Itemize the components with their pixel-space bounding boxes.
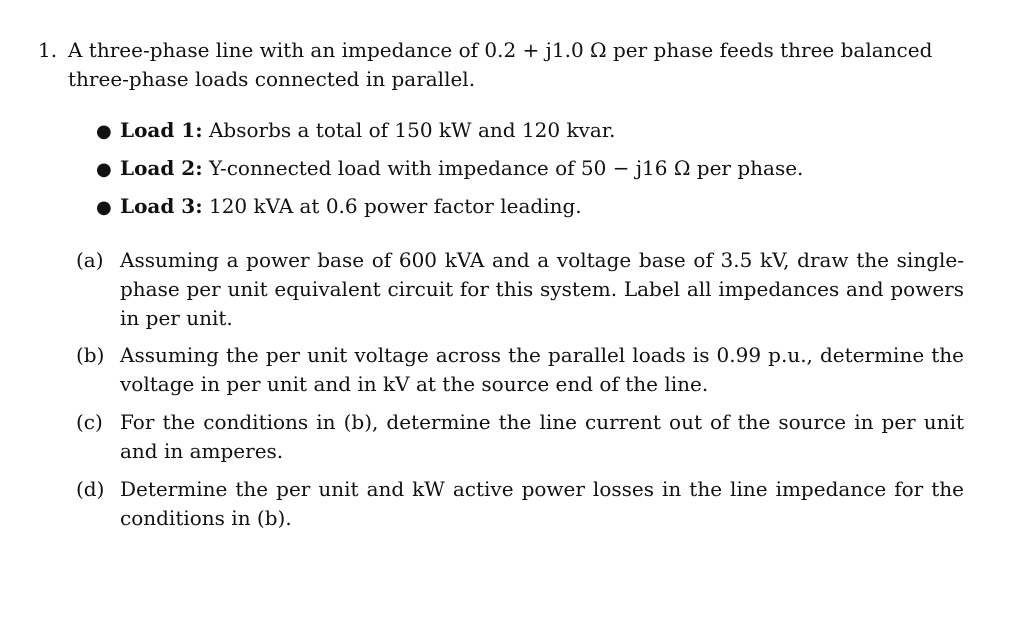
load-label: Load 3: xyxy=(120,194,203,218)
load-description: 120 kVA at 0.6 power factor leading. xyxy=(208,194,582,218)
part-tag: (b) xyxy=(76,343,105,367)
part-line: phase per unit equivalent circuit for this system. Label all impedances and powers xyxy=(120,277,964,301)
part-tag: (c) xyxy=(76,410,103,434)
part-tag: (d) xyxy=(76,477,105,501)
load-item xyxy=(96,113,803,151)
part-b xyxy=(76,341,964,399)
load-description: Y-connected load with impedance of 50 − j16 Ω per phase. xyxy=(208,156,804,180)
load-label: Load 1: xyxy=(120,118,203,142)
part-line: in per unit. xyxy=(120,306,233,330)
part-d xyxy=(76,475,964,533)
bullet-icon: ● xyxy=(96,197,112,218)
part-tag: (a) xyxy=(76,248,104,272)
problem-number: 1. xyxy=(38,38,58,62)
part-line: Assuming a power base of 600 kVA and a voltage base of 3.5 kV, draw the single- xyxy=(120,248,964,272)
problem-intro-text-1: A three-phase line with an impedance of 0.2 + j1.0 Ω per phase feeds three balanced xyxy=(68,38,933,62)
part-line: voltage in per unit and in kV at the source end of the line. xyxy=(120,372,709,396)
load-item xyxy=(96,151,803,189)
problem-intro-line-2: three-phase loads connected in parallel. xyxy=(68,67,476,91)
problem-intro-line-1 xyxy=(38,36,966,65)
bullet-icon: ● xyxy=(96,159,112,180)
load-list xyxy=(96,113,803,227)
part-line: For the conditions in (b), determine the line current out of the source in per unit xyxy=(120,410,964,434)
part-a xyxy=(76,246,964,333)
part-line: conditions in (b). xyxy=(120,506,292,530)
problem-statement xyxy=(38,36,966,94)
part-line: and in amperes. xyxy=(120,439,284,463)
load-item xyxy=(96,189,803,227)
part-c xyxy=(76,408,964,466)
bullet-icon: ● xyxy=(96,121,112,142)
load-label: Load 2: xyxy=(120,156,203,180)
load-description: Absorbs a total of 150 kW and 120 kvar. xyxy=(208,118,616,142)
part-line: Assuming the per unit voltage across the parallel loads is 0.99 p.u., determine the xyxy=(120,343,964,367)
part-line: Determine the per unit and kW active power losses in the line impedance for the xyxy=(120,477,964,501)
